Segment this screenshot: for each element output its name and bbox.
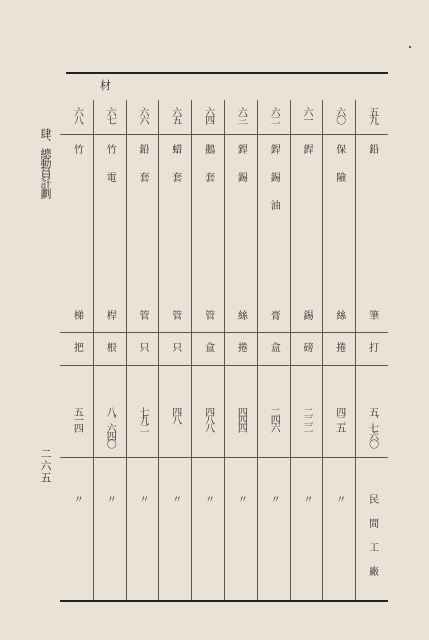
item-number-cell: [158, 107, 191, 134]
item-name-cell: [257, 144, 290, 294]
item-quantity-cell: [126, 407, 159, 457]
item-unit: 盒: [268, 342, 280, 352]
item-unit: 磅: [300, 342, 312, 352]
item-name-cell: [224, 144, 257, 294]
row-divider: [60, 457, 388, 458]
item-source: 民間工廠: [366, 494, 378, 590]
item-unit-cell: [158, 342, 191, 365]
item-name-tail: 梯: [71, 310, 83, 320]
item-number-cell: [224, 107, 257, 134]
item-source-cell: [191, 494, 224, 600]
item-name: 銲錫油: [268, 144, 280, 228]
item-name-cell: [126, 144, 159, 294]
item-unit: 把: [71, 342, 83, 352]
item-quantity-cell: [60, 407, 93, 457]
item-number: 六一: [300, 107, 312, 123]
item-source: 〃: [71, 494, 83, 504]
item-name-cell: [158, 144, 191, 294]
item-name: 鉛套: [136, 144, 148, 200]
item-number-cell: [93, 107, 126, 134]
item-number-cell: [322, 107, 355, 134]
item-quantity: 二四六: [268, 407, 280, 431]
item-quantity: 五、七六〇: [366, 407, 378, 447]
material-header: 材: [100, 79, 111, 92]
item-unit: 捲: [333, 342, 345, 352]
item-number: 六七: [104, 107, 116, 123]
item-quantity: 四八: [169, 407, 181, 423]
item-name-tail-cell: [290, 310, 323, 332]
item-unit-cell: [60, 342, 93, 365]
item-unit: 只: [169, 342, 181, 352]
item-unit-cell: [93, 342, 126, 365]
item-quantity: 四二五: [333, 407, 345, 431]
item-quantity-cell: [355, 407, 388, 457]
chapter-title: 肆、總動員計劃: [39, 128, 52, 198]
item-name-cell: [191, 144, 224, 294]
row-divider: [60, 365, 388, 366]
item-name-tail: 絲: [333, 310, 345, 320]
item-name-tail: 管: [202, 310, 214, 320]
item-number: 六五: [169, 107, 181, 123]
item-name-tail: 膏: [268, 310, 280, 320]
item-source-cell: [158, 494, 191, 600]
item-unit-cell: [224, 342, 257, 365]
equipment-table: [60, 100, 388, 600]
item-unit: 打: [366, 342, 378, 352]
item-source: 〃: [235, 494, 247, 504]
item-quantity-cell: [224, 407, 257, 457]
item-quantity-cell: [93, 407, 126, 457]
item-name: 保險: [333, 144, 345, 200]
item-quantity-cell: [257, 407, 290, 457]
item-number-cell: [191, 107, 224, 134]
item-quantity: 五一四: [71, 407, 83, 431]
item-source: 〃: [169, 494, 181, 504]
item-name-tail-cell: [257, 310, 290, 332]
item-quantity: 二二二: [300, 407, 312, 431]
item-number-cell: [60, 107, 93, 134]
item-unit-cell: [126, 342, 159, 365]
item-name-tail-cell: [355, 310, 388, 332]
item-name-tail: 管: [136, 310, 148, 320]
item-name-cell: [290, 144, 323, 294]
item-unit: 捲: [235, 342, 247, 352]
item-number: 六三: [235, 107, 247, 123]
item-name-tail: 管: [169, 310, 181, 320]
item-name: 銲錫: [235, 144, 247, 200]
item-source-cell: [322, 494, 355, 600]
item-name-tail: 桿: [104, 310, 116, 320]
item-unit-cell: [290, 342, 323, 365]
item-quantity-cell: [322, 407, 355, 457]
item-unit-cell: [355, 342, 388, 365]
item-source: 〃: [136, 494, 148, 504]
item-name-tail-cell: [126, 310, 159, 332]
page-number: 二六五: [39, 448, 52, 484]
item-quantity: 八、六四〇: [104, 407, 116, 447]
item-name: 蜡套: [169, 144, 181, 200]
item-quantity: 七九二: [136, 407, 148, 431]
item-name-tail-cell: [191, 310, 224, 332]
item-source: 〃: [104, 494, 116, 504]
item-source: 〃: [202, 494, 214, 504]
item-unit-cell: [191, 342, 224, 365]
item-name: 竹: [71, 144, 83, 154]
top-rule: [66, 72, 388, 74]
item-number: 五九: [366, 107, 378, 123]
item-name-tail: 錫: [300, 310, 312, 320]
item-unit-cell: [322, 342, 355, 365]
item-source-cell: [126, 494, 159, 600]
item-name: 銲: [300, 144, 312, 154]
row-divider: [60, 332, 388, 333]
item-number-cell: [126, 107, 159, 134]
ink-dot: [409, 46, 411, 48]
item-name-tail-cell: [93, 310, 126, 332]
item-name-cell: [322, 144, 355, 294]
item-name-tail-cell: [224, 310, 257, 332]
item-name-tail: 筆: [366, 310, 378, 320]
item-source: 〃: [300, 494, 312, 504]
item-quantity-cell: [158, 407, 191, 457]
item-number-cell: [290, 107, 323, 134]
item-name-tail-cell: [60, 310, 93, 332]
item-name-tail: 絲: [235, 310, 247, 320]
item-source-cell: [290, 494, 323, 600]
item-source-cell: [257, 494, 290, 600]
item-unit-cell: [257, 342, 290, 365]
item-number: 六六: [136, 107, 148, 123]
item-source-cell: [224, 494, 257, 600]
item-number-cell: [257, 107, 290, 134]
item-name: 鉛: [366, 144, 378, 154]
item-unit: 只: [136, 342, 148, 352]
item-number: 六二: [268, 107, 280, 123]
item-quantity-cell: [191, 407, 224, 457]
item-number: 六四: [202, 107, 214, 123]
item-name: 竹電: [104, 144, 116, 200]
row-divider: [60, 134, 388, 135]
item-source: 〃: [268, 494, 280, 504]
item-source: 〃: [333, 494, 345, 504]
item-name-tail-cell: [322, 310, 355, 332]
item-name: 鵝套: [202, 144, 214, 200]
item-name-cell: [60, 144, 93, 294]
item-name-tail-cell: [158, 310, 191, 332]
item-unit: 根: [104, 342, 116, 352]
item-name-cell: [93, 144, 126, 294]
item-number-cell: [355, 107, 388, 134]
item-quantity-cell: [290, 407, 323, 457]
item-unit: 盒: [202, 342, 214, 352]
item-name-cell: [355, 144, 388, 294]
bottom-rule: [60, 600, 388, 602]
item-quantity: 四四四: [235, 407, 247, 431]
item-number: 六八: [71, 107, 83, 123]
item-source-cell: [355, 494, 388, 600]
item-source-cell: [60, 494, 93, 600]
item-quantity: 四八八: [202, 407, 214, 431]
item-source-cell: [93, 494, 126, 600]
item-number: 六〇: [333, 107, 345, 123]
